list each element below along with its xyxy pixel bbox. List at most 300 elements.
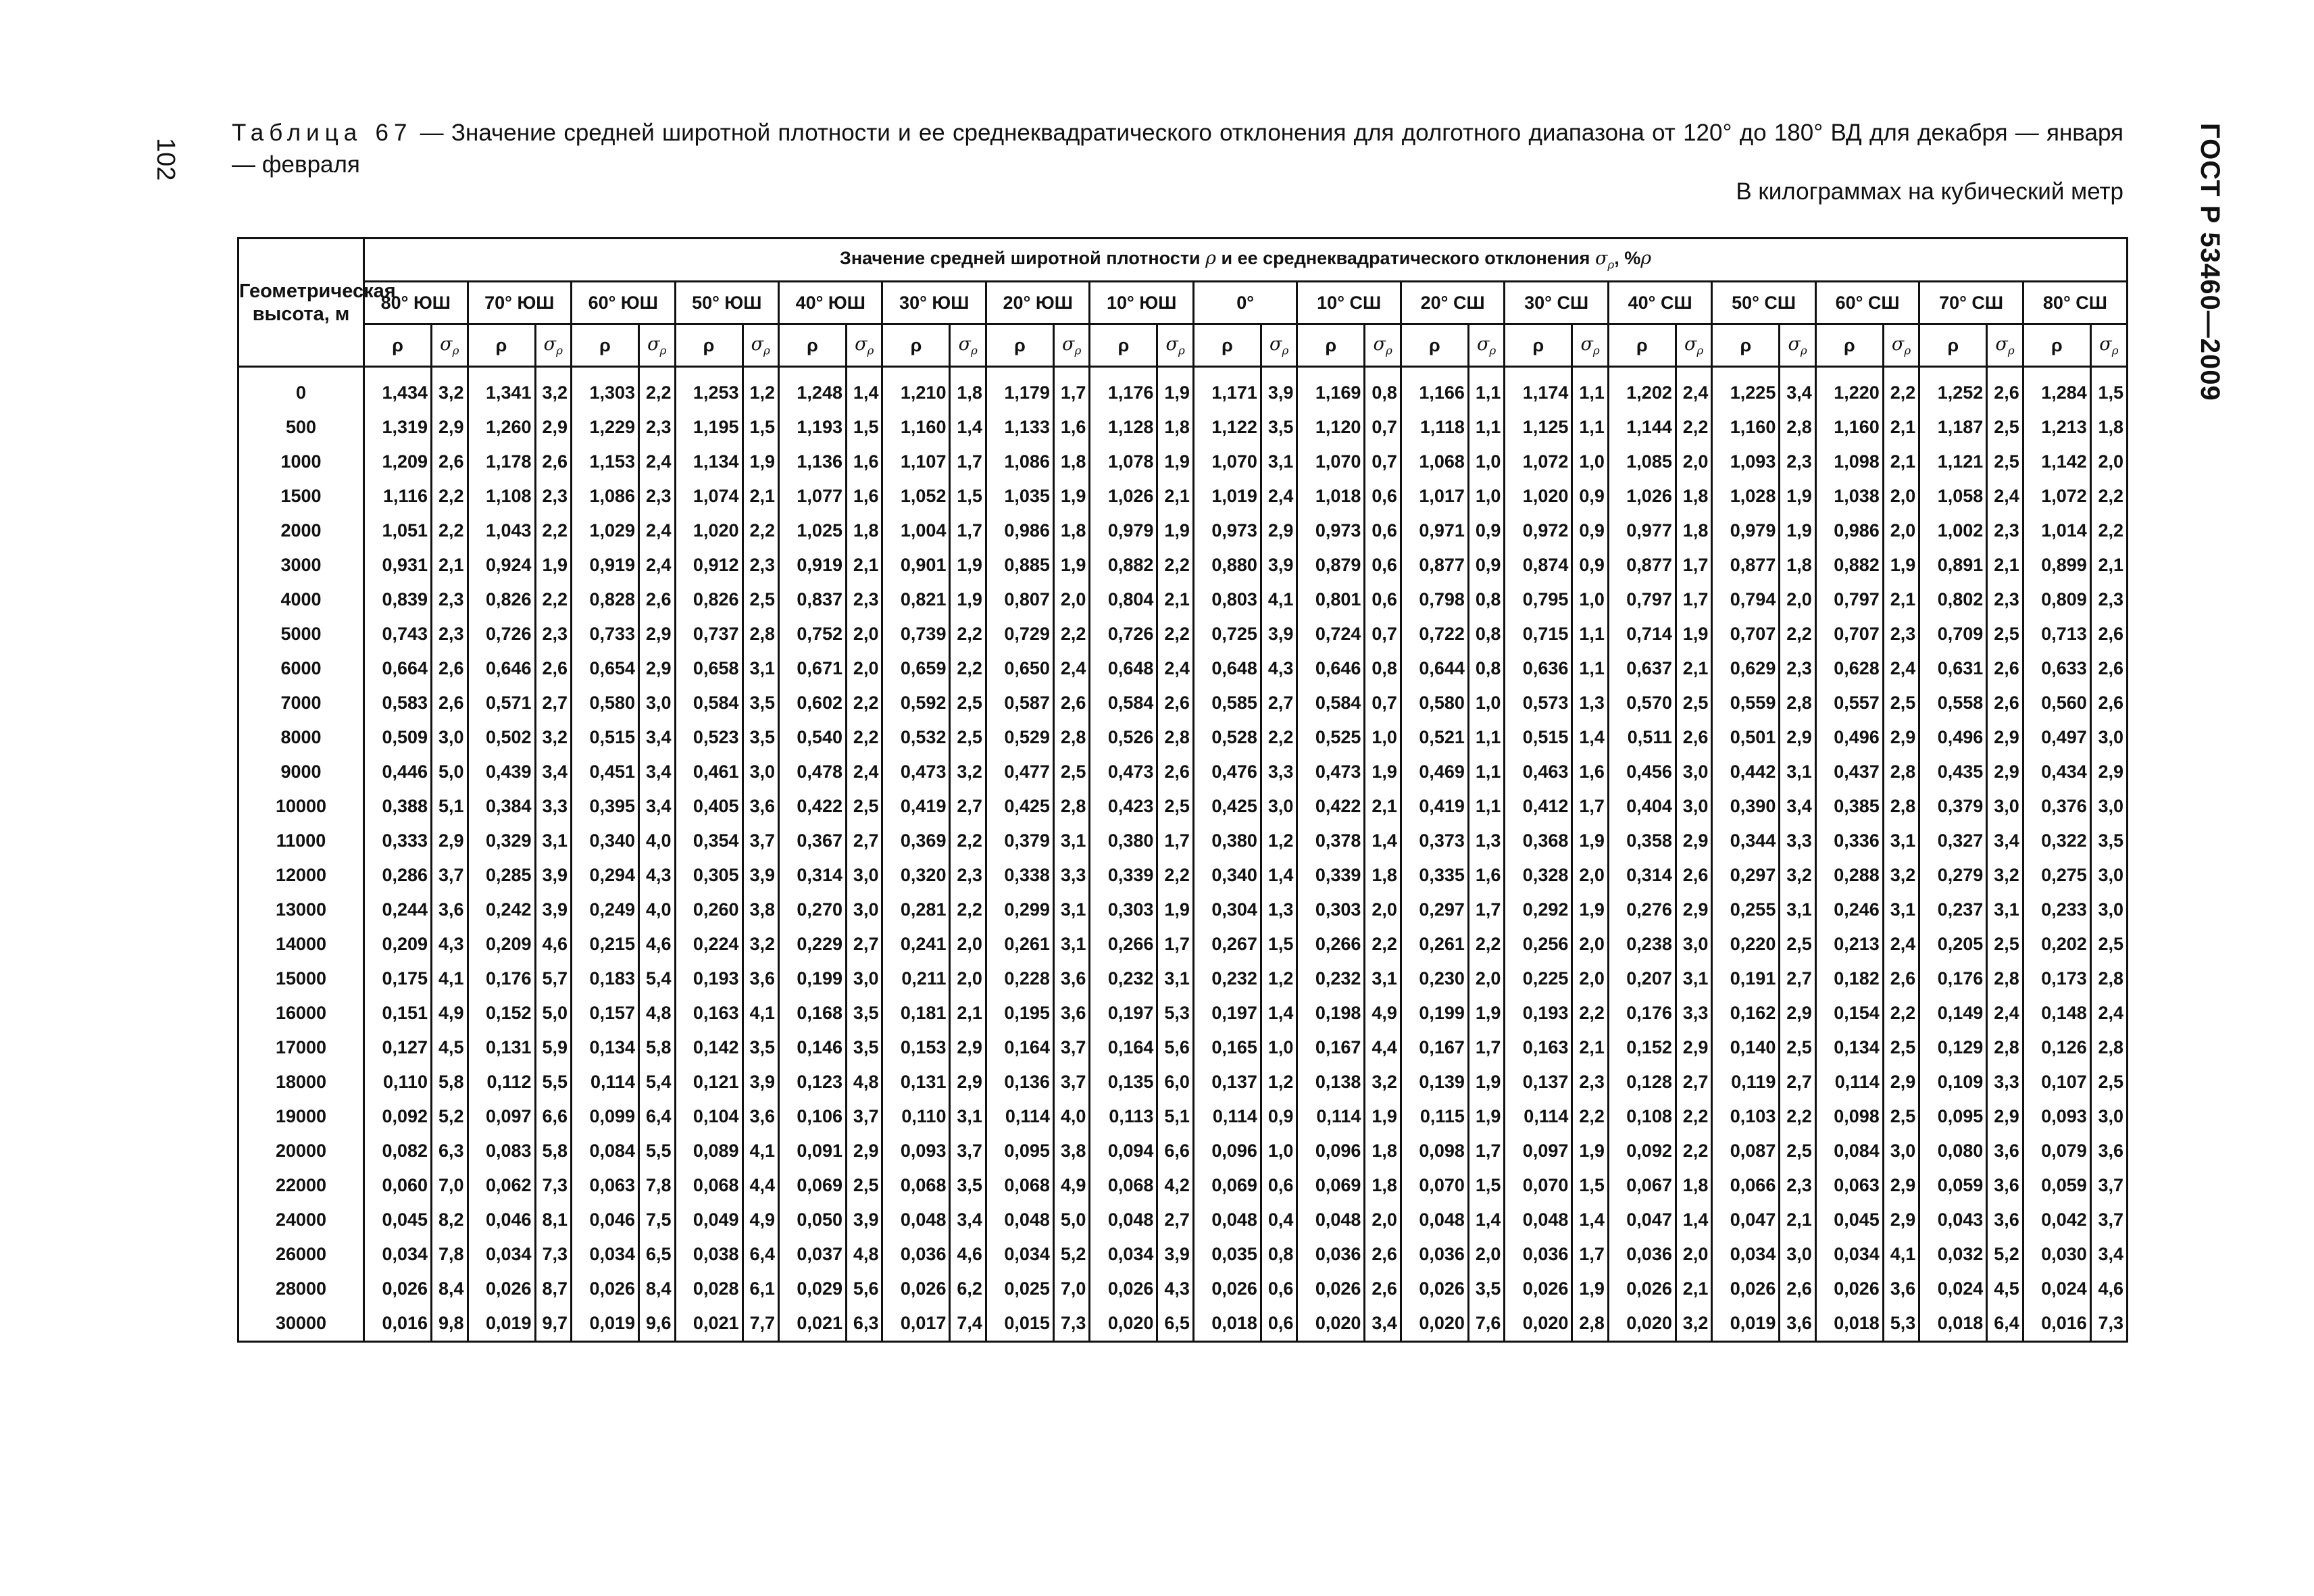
- rho-column-header: ρ: [1090, 324, 1157, 367]
- density-cell: 0,422: [778, 789, 846, 824]
- density-cell: 0,322: [2023, 824, 2090, 858]
- deviation-cell: 0,9: [1468, 548, 1504, 582]
- density-cell: 0,628: [1815, 651, 1883, 686]
- document-standard-label: ГОСТ Р 53460—2009: [2195, 123, 2225, 401]
- density-cell: 0,882: [1090, 548, 1157, 582]
- density-cell: 1,319: [364, 410, 432, 445]
- deviation-cell: 2,0: [950, 962, 986, 996]
- density-cell: 0,068: [675, 1168, 743, 1203]
- density-cell: 0,320: [882, 858, 950, 893]
- deviation-cell: 2,0: [1676, 1237, 1711, 1272]
- deviation-cell: 3,2: [1365, 1065, 1401, 1099]
- density-cell: 0,017: [882, 1306, 950, 1342]
- density-cell: 1,058: [1919, 479, 1987, 514]
- density-cell: 0,035: [1193, 1237, 1261, 1272]
- density-cell: 0,109: [1919, 1065, 1987, 1099]
- density-cell: 1,043: [468, 514, 535, 548]
- density-cell: 1,166: [1401, 367, 1468, 411]
- latitude-header: 70° СШ: [1919, 282, 2023, 324]
- deviation-cell: 1,4: [1572, 1203, 1608, 1237]
- density-cell: 1,160: [1712, 410, 1780, 445]
- height-cell: 26000: [238, 1237, 364, 1272]
- deviation-cell: 3,0: [1780, 1237, 1815, 1272]
- deviation-cell: 2,6: [535, 445, 571, 479]
- deviation-cell: 2,8: [1987, 1030, 2023, 1065]
- density-cell: 0,112: [468, 1065, 535, 1099]
- deviation-cell: 3,0: [432, 720, 468, 755]
- deviation-cell: 3,6: [1987, 1203, 2023, 1237]
- density-cell: 0,437: [1815, 755, 1883, 789]
- deviation-cell: 1,9: [1572, 1134, 1608, 1168]
- deviation-cell: 2,9: [1676, 893, 1711, 927]
- density-cell: 0,261: [986, 927, 1053, 962]
- deviation-cell: 2,9: [1883, 1203, 1919, 1237]
- deviation-cell: 3,0: [846, 893, 882, 927]
- deviation-cell: 9,8: [432, 1306, 468, 1342]
- deviation-cell: 2,3: [535, 479, 571, 514]
- deviation-cell: 1,2: [1261, 962, 1297, 996]
- density-cell: 0,795: [1505, 582, 1572, 617]
- density-cell: 0,198: [1297, 996, 1365, 1030]
- latitude-header: 10° СШ: [1297, 282, 1401, 324]
- density-cell: 0,509: [364, 720, 432, 755]
- density-cell: 0,339: [1297, 858, 1365, 893]
- density-cell: 0,015: [986, 1306, 1053, 1342]
- deviation-cell: 3,1: [1053, 893, 1089, 927]
- density-cell: 0,047: [1608, 1203, 1676, 1237]
- density-cell: 0,209: [468, 927, 535, 962]
- latitude-header: 70° ЮШ: [468, 282, 571, 324]
- deviation-cell: 2,6: [1987, 686, 2023, 720]
- density-cell: 1,193: [778, 410, 846, 445]
- deviation-cell: 1,3: [1572, 686, 1608, 720]
- sigma-column-header: $\sigma_\rho$: [1468, 324, 1504, 367]
- density-cell: 1,026: [1608, 479, 1676, 514]
- density-cell: 0,580: [572, 686, 639, 720]
- density-cell: 0,340: [572, 824, 639, 858]
- density-cell: 0,584: [1090, 686, 1157, 720]
- deviation-cell: 3,2: [432, 367, 468, 411]
- deviation-cell: 1,5: [1261, 927, 1297, 962]
- density-cell: 0,839: [364, 582, 432, 617]
- density-cell: 0,821: [882, 582, 950, 617]
- density-cell: 0,442: [1712, 755, 1780, 789]
- deviation-cell: 2,6: [1157, 755, 1193, 789]
- deviation-cell: 3,7: [2090, 1168, 2127, 1203]
- density-cell: 1,284: [2023, 367, 2090, 411]
- density-cell: 0,136: [986, 1065, 1053, 1099]
- deviation-cell: 2,9: [1883, 1168, 1919, 1203]
- deviation-cell: 3,4: [1780, 789, 1815, 824]
- density-cell: 0,286: [364, 858, 432, 893]
- deviation-cell: 2,3: [1572, 1065, 1608, 1099]
- deviation-cell: 2,1: [1157, 582, 1193, 617]
- density-cell: 0,026: [1193, 1272, 1261, 1306]
- table-row: [238, 651, 2128, 686]
- deviation-cell: 2,9: [639, 651, 675, 686]
- deviation-cell: 2,4: [1261, 479, 1297, 514]
- table-row: [238, 1134, 2128, 1168]
- density-cell: 0,826: [675, 582, 743, 617]
- density-cell: 0,123: [778, 1065, 846, 1099]
- deviation-cell: 2,5: [2090, 927, 2127, 962]
- deviation-cell: 5,2: [1053, 1237, 1089, 1272]
- density-cell: 0,584: [675, 686, 743, 720]
- deviation-cell: 0,7: [1365, 445, 1401, 479]
- deviation-cell: 3,7: [1053, 1065, 1089, 1099]
- deviation-cell: 2,8: [1572, 1306, 1608, 1342]
- deviation-cell: 8,7: [535, 1272, 571, 1306]
- density-cell: 0,048: [1401, 1203, 1468, 1237]
- deviation-cell: 6,4: [743, 1237, 778, 1272]
- deviation-cell: 2,6: [1676, 720, 1711, 755]
- deviation-cell: 3,1: [1883, 824, 1919, 858]
- density-cell: 0,297: [1401, 893, 1468, 927]
- density-cell: 0,297: [1712, 858, 1780, 893]
- density-cell: 1,195: [675, 410, 743, 445]
- density-cell: 0,068: [1090, 1168, 1157, 1203]
- deviation-cell: 2,5: [1987, 927, 2023, 962]
- density-cell: 0,142: [675, 1030, 743, 1065]
- deviation-cell: 3,7: [1053, 1030, 1089, 1065]
- density-cell: 0,354: [675, 824, 743, 858]
- density-cell: 1,153: [572, 445, 639, 479]
- density-cell: 0,646: [468, 651, 535, 686]
- table-row: [238, 479, 2128, 514]
- deviation-cell: 1,8: [2090, 410, 2127, 445]
- deviation-cell: 7,8: [639, 1168, 675, 1203]
- density-cell: 0,080: [1919, 1134, 1987, 1168]
- deviation-cell: 2,3: [1987, 582, 2023, 617]
- height-cell: 15000: [238, 962, 364, 996]
- density-cell: 0,134: [1815, 1030, 1883, 1065]
- density-cell: 0,034: [1815, 1237, 1883, 1272]
- density-cell: 0,879: [1297, 548, 1365, 582]
- deviation-cell: 1,4: [1365, 824, 1401, 858]
- density-cell: 1,125: [1505, 410, 1572, 445]
- deviation-cell: 3,5: [2090, 824, 2127, 858]
- deviation-cell: 2,0: [846, 617, 882, 651]
- deviation-cell: 4,1: [743, 1134, 778, 1168]
- density-cell: 0,026: [882, 1272, 950, 1306]
- deviation-cell: 3,5: [1468, 1272, 1504, 1306]
- density-cell: 0,709: [1919, 617, 1987, 651]
- deviation-cell: 3,6: [1053, 996, 1089, 1030]
- deviation-cell: 1,9: [1468, 1099, 1504, 1134]
- deviation-cell: 3,1: [1365, 962, 1401, 996]
- density-cell: 0,232: [1297, 962, 1365, 996]
- deviation-cell: 0,8: [1468, 617, 1504, 651]
- density-cell: 0,018: [1193, 1306, 1261, 1342]
- density-cell: 0,404: [1608, 789, 1676, 824]
- deviation-cell: 2,3: [432, 617, 468, 651]
- deviation-cell: 5,1: [1157, 1099, 1193, 1134]
- deviation-cell: 1,5: [950, 479, 986, 514]
- deviation-cell: 4,8: [846, 1065, 882, 1099]
- deviation-cell: 2,0: [2090, 445, 2127, 479]
- deviation-cell: 2,3: [639, 410, 675, 445]
- density-cell: 0,066: [1712, 1168, 1780, 1203]
- deviation-cell: 1,0: [1261, 1134, 1297, 1168]
- density-cell: 0,152: [1608, 1030, 1676, 1065]
- deviation-cell: 0,7: [1365, 617, 1401, 651]
- deviation-cell: 1,9: [1572, 824, 1608, 858]
- density-cell: 0,456: [1608, 755, 1676, 789]
- density-cell: 0,473: [1090, 755, 1157, 789]
- deviation-cell: 2,6: [1157, 686, 1193, 720]
- deviation-cell: 2,3: [1780, 651, 1815, 686]
- deviation-cell: 2,5: [1987, 445, 2023, 479]
- density-cell: 1,108: [468, 479, 535, 514]
- deviation-cell: 4,9: [1365, 996, 1401, 1030]
- deviation-cell: 1,6: [1572, 755, 1608, 789]
- deviation-cell: 3,5: [743, 720, 778, 755]
- deviation-cell: 5,7: [535, 962, 571, 996]
- deviation-cell: 2,5: [1883, 1030, 1919, 1065]
- rho-column-header: ρ: [882, 324, 950, 367]
- deviation-cell: 3,4: [639, 720, 675, 755]
- density-cell: 0,648: [1193, 651, 1261, 686]
- density-cell: 0,497: [2023, 720, 2090, 755]
- density-cell: 0,032: [1919, 1237, 1987, 1272]
- density-cell: 0,092: [364, 1099, 432, 1134]
- rho-column-header: ρ: [1297, 324, 1365, 367]
- height-cell: 22000: [238, 1168, 364, 1203]
- deviation-cell: 2,0: [1053, 582, 1089, 617]
- deviation-cell: 2,4: [1157, 651, 1193, 686]
- deviation-cell: 2,1: [1365, 789, 1401, 824]
- sigma-column-header: $\sigma_\rho$: [846, 324, 882, 367]
- density-cell: 0,047: [1712, 1203, 1780, 1237]
- deviation-cell: 3,9: [743, 1065, 778, 1099]
- table-row: [238, 927, 2128, 962]
- density-cell: 0,093: [2023, 1099, 2090, 1134]
- density-cell: 0,062: [468, 1168, 535, 1203]
- deviation-cell: 3,2: [1780, 858, 1815, 893]
- deviation-cell: 1,2: [1261, 1065, 1297, 1099]
- deviation-cell: 2,2: [1676, 1099, 1711, 1134]
- deviation-cell: 2,9: [639, 617, 675, 651]
- density-cell: 0,726: [468, 617, 535, 651]
- density-cell: 0,637: [1608, 651, 1676, 686]
- deviation-cell: 3,1: [1053, 927, 1089, 962]
- table-row: [238, 1203, 2128, 1237]
- deviation-cell: 6,0: [1157, 1065, 1193, 1099]
- density-cell: 0,743: [364, 617, 432, 651]
- height-cell: 16000: [238, 996, 364, 1030]
- deviation-cell: 4,3: [639, 858, 675, 893]
- deviation-cell: 2,9: [1883, 1065, 1919, 1099]
- deviation-cell: 0,6: [1365, 548, 1401, 582]
- density-cell: 0,149: [1919, 996, 1987, 1030]
- density-cell: 0,919: [572, 548, 639, 582]
- deviation-cell: 1,8: [1053, 514, 1089, 548]
- deviation-cell: 1,9: [1157, 893, 1193, 927]
- deviation-cell: 2,0: [1468, 962, 1504, 996]
- deviation-cell: 2,6: [639, 582, 675, 617]
- density-cell: 0,826: [468, 582, 535, 617]
- deviation-cell: 2,9: [1987, 755, 2023, 789]
- density-cell: 0,016: [2023, 1306, 2090, 1342]
- deviation-cell: 7,3: [2090, 1306, 2127, 1342]
- density-cell: 0,502: [468, 720, 535, 755]
- density-cell: 0,157: [572, 996, 639, 1030]
- deviation-cell: 4,3: [1157, 1272, 1193, 1306]
- density-cell: 0,658: [675, 651, 743, 686]
- density-cell: 0,045: [1815, 1203, 1883, 1237]
- density-cell: 0,176: [1919, 962, 1987, 996]
- latitude-header: 0°: [1193, 282, 1297, 324]
- deviation-cell: 2,0: [1572, 962, 1608, 996]
- density-cell: 0,211: [882, 962, 950, 996]
- density-cell: 0,648: [1090, 651, 1157, 686]
- density-cell: 0,261: [1401, 927, 1468, 962]
- density-cell: 0,135: [1090, 1065, 1157, 1099]
- rho-column-header: ρ: [675, 324, 743, 367]
- deviation-cell: 1,1: [1572, 617, 1608, 651]
- density-cell: 0,103: [1712, 1099, 1780, 1134]
- density-cell: 0,496: [1919, 720, 1987, 755]
- deviation-cell: 2,6: [1365, 1272, 1401, 1306]
- deviation-cell: 3,6: [743, 789, 778, 824]
- density-cell: 0,036: [1297, 1237, 1365, 1272]
- latitude-header: 60° СШ: [1815, 282, 1919, 324]
- deviation-cell: 3,1: [1987, 893, 2023, 927]
- deviation-cell: 1,9: [1780, 514, 1815, 548]
- density-cell: 0,048: [1505, 1203, 1572, 1237]
- density-cell: 0,016: [364, 1306, 432, 1342]
- density-cell: 0,069: [778, 1168, 846, 1203]
- density-cell: 1,035: [986, 479, 1053, 514]
- latitude-header: 60° ЮШ: [572, 282, 675, 324]
- deviation-cell: 2,5: [1883, 1099, 1919, 1134]
- deviation-cell: 2,4: [639, 514, 675, 548]
- density-cell: 0,874: [1505, 548, 1572, 582]
- density-cell: 0,205: [1919, 927, 1987, 962]
- deviation-cell: 2,1: [846, 548, 882, 582]
- sigma-column-header: $\sigma_\rho$: [1676, 324, 1711, 367]
- deviation-cell: 1,7: [1572, 1237, 1608, 1272]
- deviation-cell: 1,4: [1261, 858, 1297, 893]
- density-cell: 0,378: [1297, 824, 1365, 858]
- deviation-cell: 5,5: [535, 1065, 571, 1099]
- sigma-column-header: $\sigma_\rho$: [1053, 324, 1089, 367]
- density-cell: 0,043: [1919, 1203, 1987, 1237]
- height-cell: 20000: [238, 1134, 364, 1168]
- deviation-cell: 2,6: [2090, 651, 2127, 686]
- density-cell: 0,048: [882, 1203, 950, 1237]
- deviation-cell: 2,4: [1987, 479, 2023, 514]
- density-cell: 0,473: [1297, 755, 1365, 789]
- density-cell: 0,024: [1919, 1272, 1987, 1306]
- density-cell: 0,473: [882, 755, 950, 789]
- density-cell: 0,877: [1401, 548, 1468, 582]
- rho-column-header: ρ: [1401, 324, 1468, 367]
- latitude-header: 80° СШ: [2023, 282, 2127, 324]
- density-cell: 0,501: [1712, 720, 1780, 755]
- density-cell: 1,070: [1297, 445, 1365, 479]
- density-cell: 0,729: [986, 617, 1053, 651]
- density-cell: 1,220: [1815, 367, 1883, 411]
- density-cell: 0,034: [1090, 1237, 1157, 1272]
- deviation-cell: 0,7: [1365, 686, 1401, 720]
- density-cell: 0,228: [986, 962, 1053, 996]
- deviation-cell: 3,9: [1261, 367, 1297, 411]
- deviation-cell: 2,0: [1572, 858, 1608, 893]
- density-cell: 0,176: [1608, 996, 1676, 1030]
- density-cell: 1,128: [1090, 410, 1157, 445]
- deviation-cell: 2,3: [743, 548, 778, 582]
- deviation-cell: 5,2: [432, 1099, 468, 1134]
- density-cell: 0,202: [2023, 927, 2090, 962]
- density-cell: 1,072: [2023, 479, 2090, 514]
- deviation-cell: 3,4: [1987, 824, 2023, 858]
- deviation-cell: 2,2: [1572, 996, 1608, 1030]
- density-cell: 0,580: [1401, 686, 1468, 720]
- deviation-cell: 2,9: [432, 824, 468, 858]
- height-cell: 28000: [238, 1272, 364, 1306]
- deviation-cell: 2,0: [1676, 445, 1711, 479]
- density-cell: 0,233: [2023, 893, 2090, 927]
- density-cell: 0,197: [1193, 996, 1261, 1030]
- density-cell: 0,037: [778, 1237, 846, 1272]
- deviation-cell: 4,9: [1053, 1168, 1089, 1203]
- density-cell: 0,059: [2023, 1168, 2090, 1203]
- table-row: [238, 1306, 2128, 1342]
- density-cell: 1,026: [1090, 479, 1157, 514]
- deviation-cell: 5,4: [639, 962, 675, 996]
- density-cell: 0,069: [1297, 1168, 1365, 1203]
- deviation-cell: 2,2: [1053, 617, 1089, 651]
- density-cell: 0,664: [364, 651, 432, 686]
- deviation-cell: 2,8: [1883, 755, 1919, 789]
- deviation-cell: 2,6: [1883, 962, 1919, 996]
- density-cell: 0,880: [1193, 548, 1261, 582]
- deviation-cell: 2,6: [432, 445, 468, 479]
- deviation-cell: 6,6: [1157, 1134, 1193, 1168]
- deviation-cell: 2,1: [743, 479, 778, 514]
- density-cell: 0,477: [986, 755, 1053, 789]
- density-cell: 0,314: [778, 858, 846, 893]
- deviation-cell: 1,7: [1468, 1030, 1504, 1065]
- density-cell: 0,019: [1712, 1306, 1780, 1342]
- deviation-cell: 3,2: [1883, 858, 1919, 893]
- height-cell: 17000: [238, 1030, 364, 1065]
- density-cell: 0,724: [1297, 617, 1365, 651]
- density-cell: 0,063: [572, 1168, 639, 1203]
- deviation-cell: 2,0: [1468, 1237, 1504, 1272]
- density-cell: 1,169: [1297, 367, 1365, 411]
- density-cell: 0,329: [468, 824, 535, 858]
- deviation-cell: 2,3: [846, 582, 882, 617]
- deviation-cell: 3,6: [432, 893, 468, 927]
- density-cell: 0,659: [882, 651, 950, 686]
- deviation-cell: 2,8: [1053, 720, 1089, 755]
- density-cell: 0,026: [1090, 1272, 1157, 1306]
- deviation-cell: 2,4: [639, 548, 675, 582]
- table-row: [238, 1065, 2128, 1099]
- density-cell: 0,026: [1712, 1272, 1780, 1306]
- deviation-cell: 2,2: [950, 824, 986, 858]
- deviation-cell: 2,4: [1987, 996, 2023, 1030]
- deviation-cell: 8,4: [432, 1272, 468, 1306]
- density-cell: 0,573: [1505, 686, 1572, 720]
- deviation-cell: 3,0: [1883, 1134, 1919, 1168]
- deviation-cell: 1,4: [1468, 1203, 1504, 1237]
- density-cell: 1,160: [882, 410, 950, 445]
- deviation-cell: 1,1: [1468, 410, 1504, 445]
- density-cell: 0,379: [986, 824, 1053, 858]
